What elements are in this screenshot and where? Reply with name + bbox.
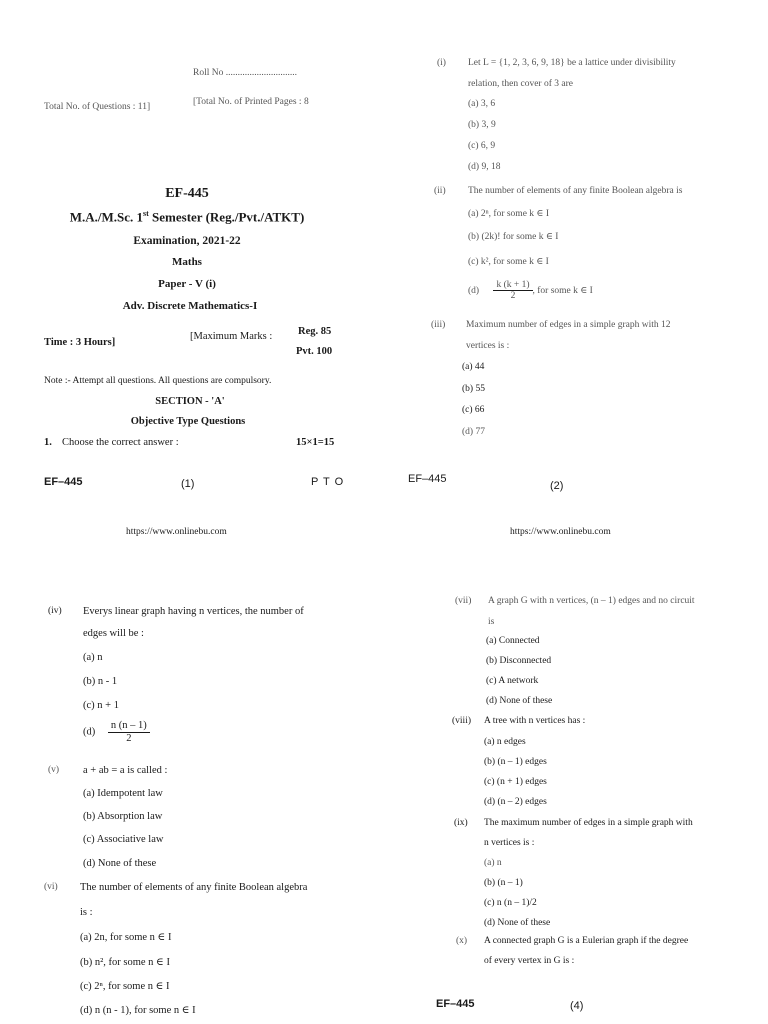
pvt-marks: Pvt. 100: [296, 346, 333, 357]
option-b: (b) 3, 9: [468, 120, 496, 130]
question-text: Everys linear graph having n vertices, the number of: [83, 606, 304, 617]
objective-heading: Objective Type Questions: [130, 416, 246, 427]
question-text: Choose the correct answer :: [62, 437, 179, 448]
option-c: (c) A network: [486, 676, 539, 686]
question-text: a + ab = a is called :: [83, 765, 168, 776]
question-number: (v): [48, 765, 60, 775]
roll-no: Roll No ..............................: [193, 68, 297, 78]
option-d: (d) 9, 18: [468, 162, 501, 172]
option-a: (a) n: [484, 858, 502, 868]
footer-page-number: (1): [181, 478, 195, 490]
option-d: (d) 77: [462, 427, 485, 437]
option-c: (c) k², for some k ∈ I: [468, 257, 549, 267]
question-number: (vii): [455, 596, 472, 606]
question-text-cont: relation, then cover of 3 are: [468, 79, 573, 89]
question-number: (ix): [454, 818, 468, 828]
option-d: (d) (n – 2) edges: [484, 797, 547, 807]
question-text: A connected graph G is a Eulerian graph if the degree: [484, 936, 689, 946]
option-b: (b) 55: [462, 384, 485, 394]
option-c: (c) 66: [462, 405, 485, 415]
reg-marks: Reg. 85: [298, 326, 332, 337]
footer-code: EF–445: [436, 998, 475, 1010]
question-text-cont: is: [488, 617, 495, 627]
option-b: (b) Absorption law: [83, 811, 163, 822]
paper-number: Paper - V (i): [158, 278, 216, 290]
option-c: (c) n + 1: [83, 700, 119, 711]
option-a: (a) 44: [462, 362, 485, 372]
question-text: The maximum number of edges in a simple graph with: [484, 818, 693, 828]
max-marks-label: [Maximum Marks :: [190, 331, 273, 342]
question-number: (iv): [48, 606, 62, 616]
option-d: (d) None of these: [83, 858, 157, 869]
question-text: Maximum number of edges in a simple graph with 12: [466, 320, 671, 330]
option-b: (b) (n – 1) edges: [484, 757, 547, 767]
question-number: (vi): [44, 882, 58, 892]
question-text: Let L = {1, 2, 3, 6, 9, 18} be a lattice under divisibility: [468, 58, 676, 68]
question-text-cont: is :: [80, 907, 93, 918]
option-d: (d) None of these: [484, 918, 551, 928]
option-c: (c) 2ⁿ, for some n ∈ I: [80, 981, 170, 992]
footer-code: EF–445: [408, 473, 447, 485]
option-a: (a) 2n, for some n ∈ I: [80, 932, 172, 943]
question-text: The number of elements of any finite Boolean algebra: [80, 882, 308, 893]
question-text: The number of elements of any finite Boolean algebra is: [468, 186, 683, 196]
source-url: https://www.onlinebu.com: [126, 527, 227, 537]
footer-pto: P T O: [311, 476, 345, 488]
option-d: (d) $\frac{n (n - 1)}{2}$: [83, 720, 150, 744]
question-number: (i): [437, 58, 446, 68]
option-d: (d) n (n - 1), for some n ∈ I: [80, 1005, 196, 1016]
option-b: (b) (2k)! for some k ∈ I: [468, 232, 559, 242]
printed-pages: [Total No. of Printed Pages : 8: [193, 97, 309, 107]
paper-title: Adv. Discrete Mathematics-I: [122, 300, 258, 312]
option-a: (a) 2ⁿ, for some k ∈ I: [468, 209, 549, 219]
footer-page-number: (2): [550, 480, 564, 492]
instructions-note: Note :- Attempt all questions. All questions are compulsory.: [44, 376, 272, 386]
option-b: (b) n - 1: [83, 676, 118, 687]
course-title: M.A./M.Sc. 1st Semester (Reg./Pvt./ATKT): [69, 209, 305, 225]
option-c: (c) 6, 9: [468, 141, 496, 151]
total-questions: Total No. of Questions : 11]: [44, 102, 151, 112]
section-heading: SECTION - 'A': [155, 396, 225, 407]
footer-code: EF–445: [44, 476, 83, 488]
question-number: (iii): [431, 320, 446, 330]
question-text-cont: vertices is :: [466, 341, 510, 351]
option-d: (d) None of these: [486, 696, 553, 706]
option-c: (c) Associative law: [83, 834, 164, 845]
exam-year: Examination, 2021-22: [133, 235, 241, 247]
question-text-cont: of every vertex in G is :: [484, 956, 575, 966]
question-marks: 15×1=15: [296, 437, 335, 448]
option-a: (a) 3, 6: [468, 99, 496, 109]
option-b: (b) (n – 1): [484, 878, 523, 888]
footer-page-number: (4): [570, 1000, 584, 1012]
question-number: 1.: [44, 437, 52, 448]
question-text: A tree with n vertices has :: [484, 716, 586, 726]
subject: Maths: [172, 256, 202, 268]
time-label: Time : 3 Hours]: [44, 337, 116, 348]
question-number: (viii): [452, 716, 471, 726]
option-a: (a) Connected: [486, 636, 540, 646]
option-a: (a) Idempotent law: [83, 788, 163, 799]
question-text-cont: n vertices is :: [484, 838, 535, 848]
question-number: (ii): [434, 186, 446, 196]
paper-code: EF-445: [165, 186, 209, 201]
option-c: (c) n (n – 1)/2: [484, 898, 537, 908]
question-text-cont: edges will be :: [83, 628, 144, 639]
question-text: A graph G with n vertices, (n – 1) edges and no circuit: [488, 596, 695, 606]
option-b: (b) Disconnected: [486, 656, 552, 666]
option-b: (b) n², for some n ∈ I: [80, 957, 170, 968]
question-number: (x): [456, 936, 468, 946]
option-c: (c) (n + 1) edges: [484, 777, 547, 787]
option-d: (d) $\frac{k (k + 1)}{2}$ , for some k ∈ I: [468, 280, 593, 302]
source-url: https://www.onlinebu.com: [510, 527, 611, 537]
option-a: (a) n edges: [484, 737, 526, 747]
option-a: (a) n: [83, 652, 103, 663]
